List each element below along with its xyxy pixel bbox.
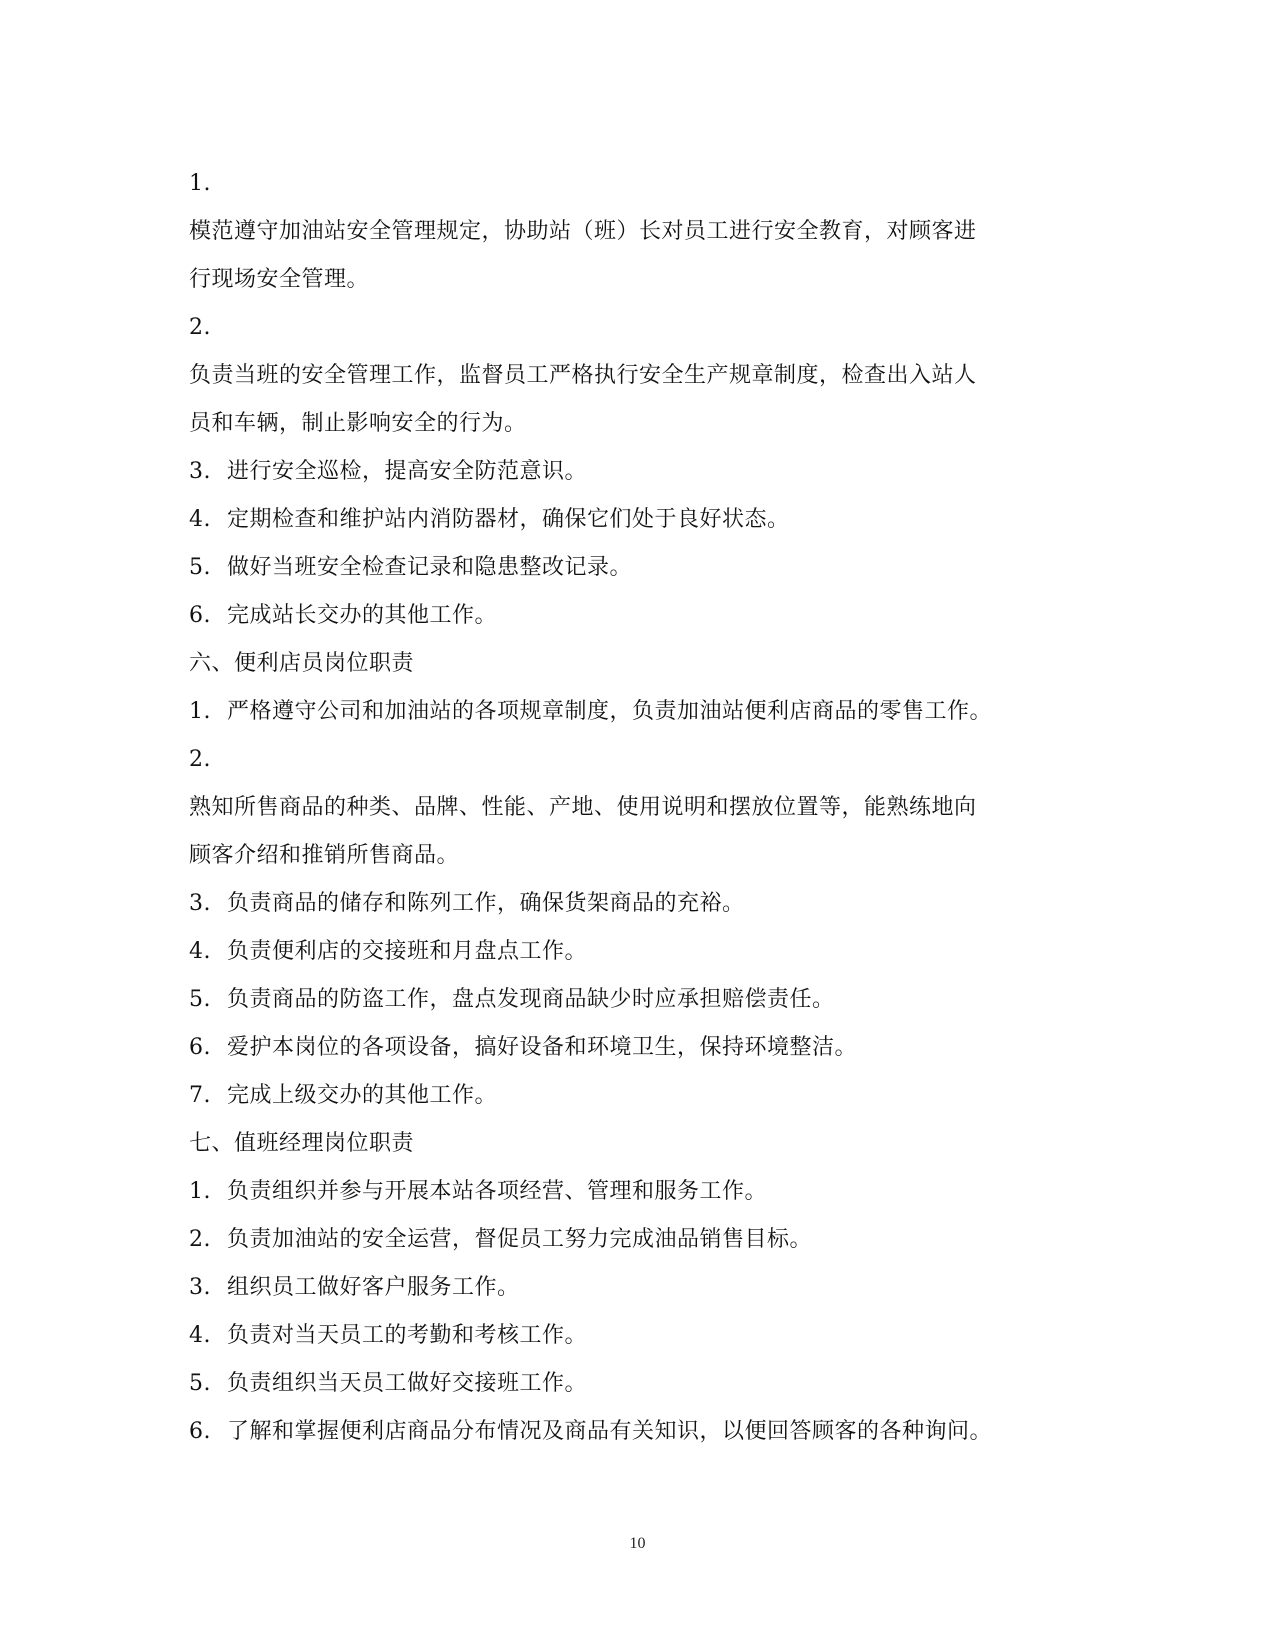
line-text: 做好当班安全检查记录和隐患整改记录。	[227, 555, 633, 580]
line-18	[189, 976, 1069, 1024]
line-text: 负责加油站的安全运营，督促员工努力完成油品销售目标。	[227, 1227, 813, 1252]
line-3	[189, 256, 1069, 304]
line-text: 负责商品的储存和陈列工作，确保货架商品的充裕。	[227, 891, 745, 916]
line-7	[189, 448, 1069, 496]
item-number: 2.	[189, 747, 211, 772]
line-13	[189, 736, 1069, 784]
line-6	[189, 400, 1069, 448]
line-text: 完成上级交办的其他工作。	[227, 1083, 498, 1108]
line-19	[189, 1024, 1069, 1072]
document-body	[189, 160, 1069, 1456]
item-number: 1.	[189, 171, 211, 196]
line-2	[189, 208, 1069, 256]
section-heading-6	[189, 640, 1069, 688]
section-heading-7	[189, 1120, 1069, 1168]
line-text: 顾客介绍和推销所售商品。	[189, 843, 460, 868]
line-5	[189, 352, 1069, 400]
item-number: 5.	[189, 987, 211, 1012]
item-number: 4.	[189, 939, 211, 964]
item-number: 3.	[189, 891, 211, 916]
line-22	[189, 1168, 1069, 1216]
line-text: 负责便利店的交接班和月盘点工作。	[227, 939, 588, 964]
item-number: 5.	[189, 555, 211, 580]
line-text: 负责当班的安全管理工作，监督员工严格执行安全生产规章制度，检查出入站人	[189, 363, 977, 388]
line-23	[189, 1216, 1069, 1264]
line-16	[189, 880, 1069, 928]
line-text: 行现场安全管理。	[189, 267, 370, 292]
item-number: 1.	[189, 1179, 211, 1204]
line-12	[189, 688, 1069, 736]
line-text: 完成站长交办的其他工作。	[227, 603, 498, 628]
item-number: 5.	[189, 1371, 211, 1396]
line-27	[189, 1408, 1069, 1456]
line-text: 负责组织并参与开展本站各项经营、管理和服务工作。	[227, 1179, 768, 1204]
line-text: 负责组织当天员工做好交接班工作。	[227, 1371, 588, 1396]
line-text: 组织员工做好客户服务工作。	[227, 1275, 520, 1300]
line-text: 员和车辆，制止影响安全的行为。	[189, 411, 527, 436]
item-number: 6.	[189, 1035, 211, 1060]
line-14	[189, 784, 1069, 832]
line-15	[189, 832, 1069, 880]
line-24	[189, 1264, 1069, 1312]
line-25	[189, 1312, 1069, 1360]
line-text: 了解和掌握便利店商品分布情况及商品有关知识，以便回答顾客的各种询问。	[227, 1419, 993, 1444]
line-4	[189, 304, 1069, 352]
line-10	[189, 592, 1069, 640]
line-9	[189, 544, 1069, 592]
item-number: 6.	[189, 603, 211, 628]
line-20	[189, 1072, 1069, 1120]
line-1	[189, 160, 1069, 208]
item-number: 3.	[189, 459, 211, 484]
line-text: 模范遵守加油站安全管理规定，协助站（班）长对员工进行安全教育，对顾客进	[189, 219, 977, 244]
item-number: 4.	[189, 1323, 211, 1348]
line-text: 进行安全巡检，提高安全防范意识。	[227, 459, 588, 484]
item-number: 6.	[189, 1419, 211, 1444]
line-text: 爱护本岗位的各项设备，搞好设备和环境卫生，保持环境整洁。	[227, 1035, 858, 1060]
item-number: 7.	[189, 1083, 211, 1108]
page-number: 10	[629, 1535, 646, 1552]
item-number: 2.	[189, 315, 211, 340]
line-8	[189, 496, 1069, 544]
line-text: 负责商品的防盗工作，盘点发现商品缺少时应承担赔偿责任。	[227, 987, 835, 1012]
line-text: 定期检查和维护站内消防器材，确保它们处于良好状态。	[227, 507, 790, 532]
line-text: 负责对当天员工的考勤和考核工作。	[227, 1323, 588, 1348]
line-26	[189, 1360, 1069, 1408]
line-text: 熟知所售商品的种类、品牌、性能、产地、使用说明和摆放位置等，能熟练地向	[189, 795, 977, 820]
item-number: 2.	[189, 1227, 211, 1252]
item-number: 1.	[189, 699, 211, 724]
section-heading-text: 六、便利店员岗位职责	[189, 651, 415, 676]
item-number: 3.	[189, 1275, 211, 1300]
line-text: 严格遵守公司和加油站的各项规章制度，负责加油站便利店商品的零售工作。	[227, 699, 993, 724]
section-heading-text: 七、值班经理岗位职责	[189, 1131, 415, 1156]
item-number: 4.	[189, 507, 211, 532]
line-17	[189, 928, 1069, 976]
